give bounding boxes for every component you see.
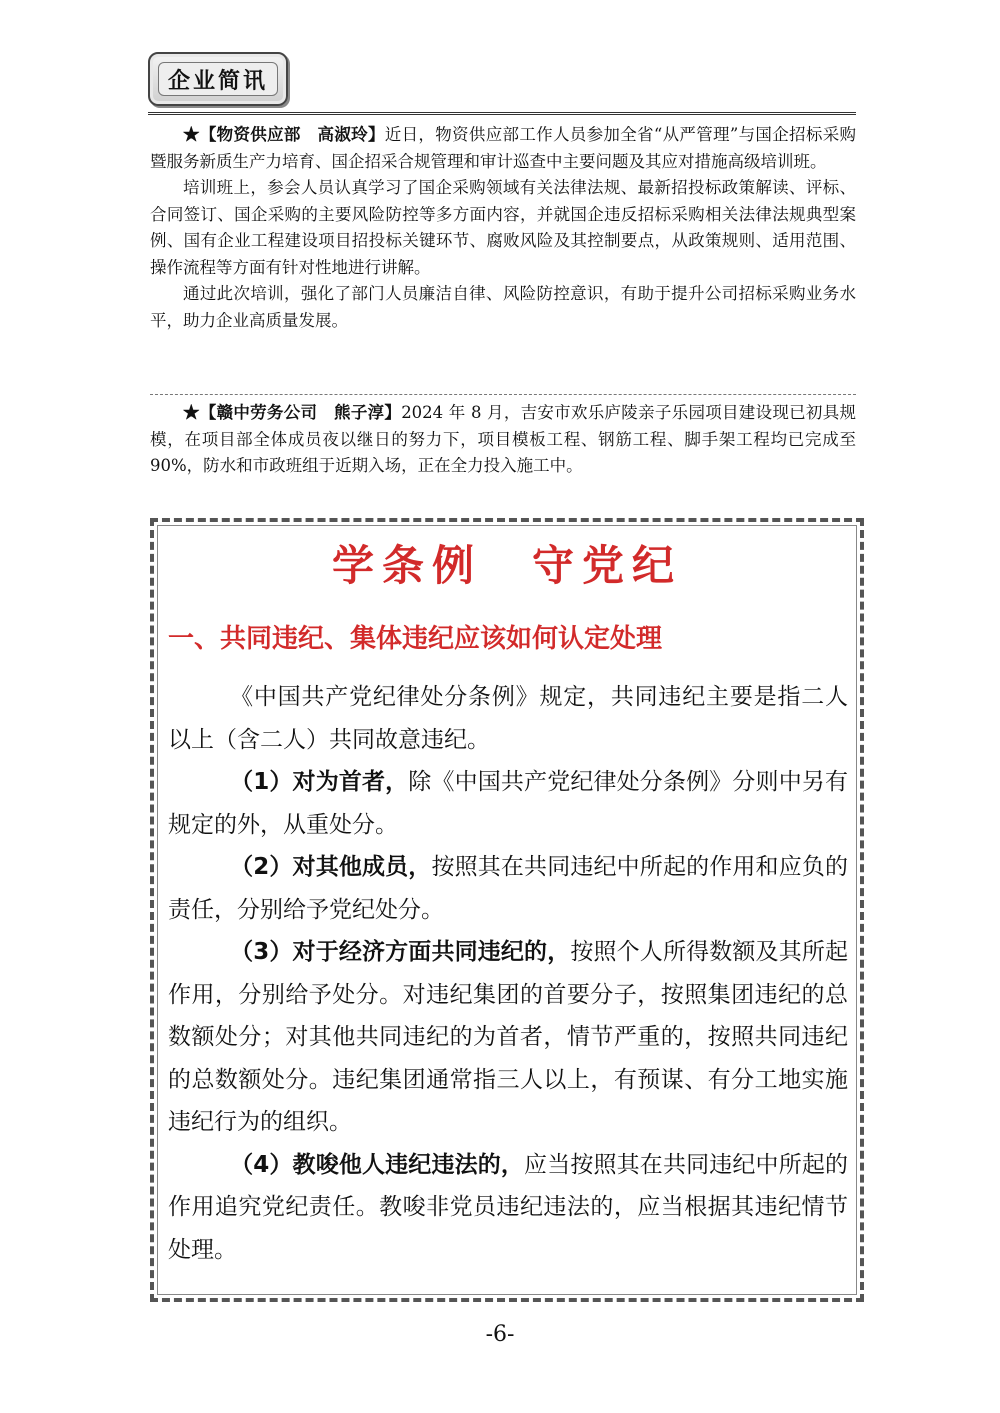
rule-label: （3）对于经济方面共同违纪的， <box>230 939 571 965</box>
rule-label: （4）教唆他人违纪违法的， <box>230 1151 525 1178</box>
rule-item: （3）对于经济方面共同违纪的，按照个人所得数额及其所起作用，分别给予处分。对违纪集团的首要分子，按照集团违纪的总数额处分；对其他共同违纪的为首者，情节严重的，按照共同违纪的总数额处分。违纪集团通常指三人以上，有预谋、有分工地实施违纪行为的组织。 <box>168 939 848 1135</box>
rule-label: （1）对为首者， <box>230 769 409 795</box>
rule-item: （4）教唆他人违纪违法的，应当按照其在共同违纪中所起的作用追究党纪责任。教唆非党员违纪违法的，应当根据其违纪情节处理。 <box>168 1151 848 1263</box>
news-paragraph: ★【赣中劳务公司 熊子淳】2024 年 8 月，吉安市欢乐庐陵亲子乐园项目建设现已初具规模，在项目部全体成员夜以继日的努力下，项目模板工程、钢筋工程、脚手架工程均已完成至 90%，防水和市政班组于近期入场，正在全力投入施工中。 <box>150 403 856 475</box>
section-tab <box>148 52 288 106</box>
news-lead: ★【物资供应部 高淑玲】 <box>183 125 385 144</box>
rule-item: （2）对其他成员，按照其在共同违纪中所起的作用和应负的责任，分别给予党纪处分。 <box>168 854 848 923</box>
news-item-materials <box>150 122 856 334</box>
news-paragraph: 培训班上，参会人员认真学习了国企采购领域有关法律法规、最新招投标政策解读、评标、合同签订、国企采购的主要风险防控等多方面内容，并就国企违反招标采购相关法律法规典型案例、国有企业工程建设项目招投标关键环节、腐败风险及其控制要点，从政策规则、适用范围、操作流程等方面有针对性地进行讲解。 <box>150 178 856 277</box>
section-tab-label: 企业简讯 <box>158 62 278 96</box>
news-item-labor <box>150 400 856 480</box>
header-divider <box>148 112 856 115</box>
news-paragraph: 通过此次培训，强化了部门人员廉洁自律、风险防控意识，有助于提升公司招标采购业务水平，助力企业高质量发展。 <box>150 284 856 330</box>
news-lead: ★【赣中劳务公司 熊子淳】 <box>183 403 402 422</box>
news-paragraph: ★【物资供应部 高淑玲】近日，物资供应部工作人员参加全省“从严管理”与国企招标采购暨服务新质生产力培育、国企招采合规管理和审计巡查中主要问题及其应对措施高级培训班。 <box>150 125 857 171</box>
news-divider <box>150 394 856 395</box>
feature-body <box>168 676 848 1271</box>
feature-intro: 《中国共产党纪律处分条例》规定，共同违纪主要是指二人以上（含二人）共同故意违纪。 <box>168 684 848 753</box>
rule-item: （1）对为首者，除《中国共产党纪律处分条例》分则中另有规定的外，从重处分。 <box>168 769 848 838</box>
page-number: -6- <box>485 1322 515 1347</box>
feature-title: 学条例 守党纪 <box>331 541 682 590</box>
feature-heading: 一、共同违纪、集体违纪应该如何认定处理 <box>168 624 663 654</box>
rule-label: （2）对其他成员， <box>230 854 432 880</box>
